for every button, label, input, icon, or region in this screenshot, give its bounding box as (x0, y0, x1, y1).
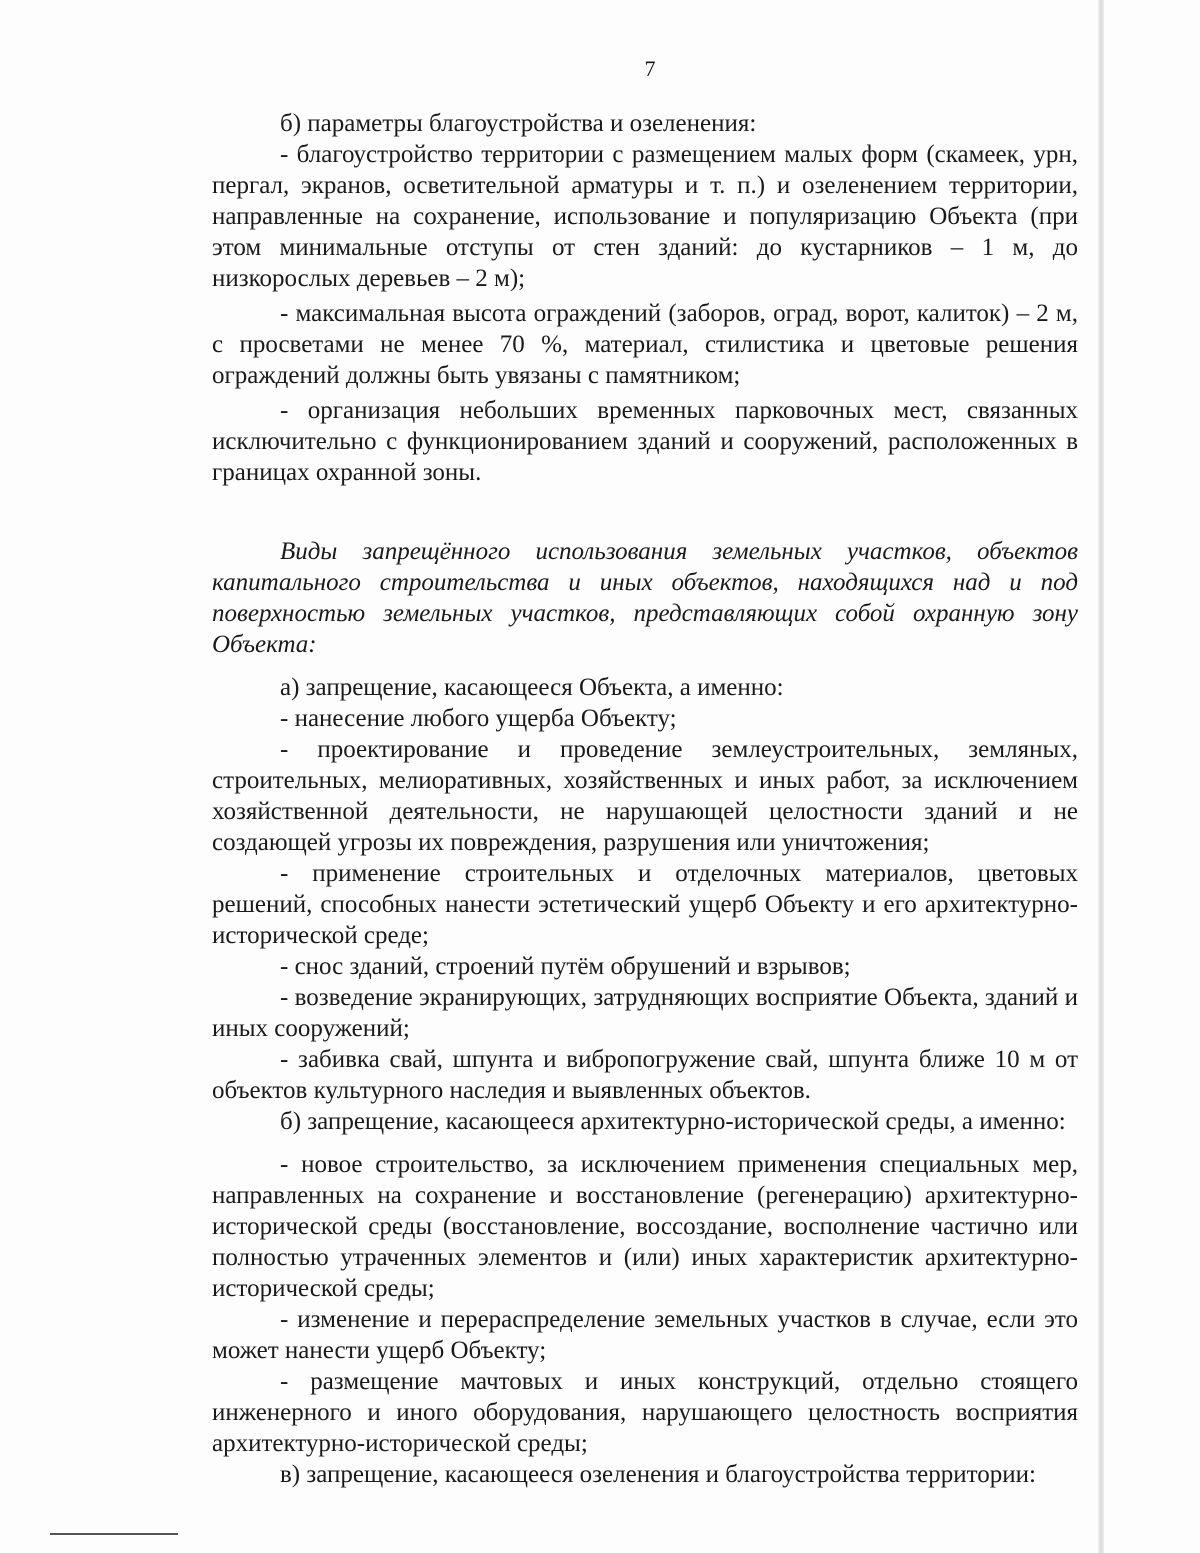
footnote-rule (50, 1533, 178, 1535)
paragraph-landscaping-prohibition: в) запрещение, касающееся озеленения и благоустройства территории: (280, 1461, 1036, 1488)
scan-edge-shadow (1098, 0, 1104, 1553)
section-heading-prohibited-use: Виды запрещённого использования земельных участков, объектов капитального строительства и иных объектов, находящихся над и под поверхностью земельных участков, представляющих собой охранную зону Объекта: (212, 538, 1078, 658)
paragraph-improvement-params: б) параметры благоустройства и озеленения: (280, 110, 757, 137)
page-number: 7 (644, 56, 656, 81)
list-item-land-redistribution: - изменение и перераспределение земельных участков в случае, если это может нанести ущерб Объекту; (212, 1306, 1078, 1364)
list-item-masts: - размещение мачтовых и иных конструкций, отдельно стоящего инженерного и иного оборудования, нарушающего целостность восприятия архитектурно-исторической среды; (212, 1368, 1078, 1457)
paragraph-landscaping: - благоустройство территории с размещением малых форм (скамеек, урн, пергал, экранов, осветительной арматуры и т. п.) и озеленением территории, направленные на сохранение, использование и популяризацию Объекта (при этом минимальные отступы от стен зданий: до кустарников – 1 м, до низкорослых деревьев – 2 м); (212, 141, 1078, 292)
paragraph-object-prohibition: а) запрещение, касающееся Объекта, а именно: (280, 674, 784, 701)
paragraph-parking: - организация небольших временных парковочных мест, связанных исключительно с функционированием зданий и сооружений, расположенных в границах охранной зоны. (212, 397, 1078, 486)
list-item-new-construction: - новое строительство, за исключением применения специальных мер, направленных на сохранение и восстановление (регенерацию) архитектурно-исторической среды (восстановление, воссоздание, восполнение частично или полностью утраченных элементов и (или) иных характеристик архитектурно-исторической среды; (212, 1151, 1078, 1302)
list-item-damage: - нанесение любого ущерба Объекту; (280, 705, 677, 732)
list-item-screening: - возведение экранирующих, затрудняющих восприятие Объекта, зданий и иных сооружений; (212, 984, 1078, 1042)
paragraph-environment-prohibition: б) запрещение, касающееся архитектурно-исторической среды, а именно: (280, 1108, 1066, 1135)
document-body (212, 108, 1078, 1490)
list-item-materials: - применение строительных и отделочных материалов, цветовых решений, способных нанести эстетический ущерб Объекту и его архитектурно-исторической среде; (212, 860, 1078, 949)
list-item-piling: - забивка свай, шпунта и вибропогружение свай, шпунта ближе 10 м от объектов культурного наследия и выявленных объектов. (212, 1046, 1078, 1104)
list-item-works: - проектирование и проведение землеустроительных, земляных, строительных, мелиоративных, хозяйственных и иных работ, за исключением хозяйственной деятельности, не нарушающей целостности зданий и не создающей угрозы их повреждения, разрушения или уничтожения; (212, 736, 1078, 856)
paragraph-fence-height: - максимальная высота ограждений (заборов, оград, ворот, калиток) – 2 м, с просветами не менее 70 %, материал, стилистика и цветовые решения ограждений должны быть увязаны с памятником; (212, 300, 1078, 389)
list-item-demolition: - снос зданий, строений путём обрушений и взрывов; (280, 953, 851, 980)
